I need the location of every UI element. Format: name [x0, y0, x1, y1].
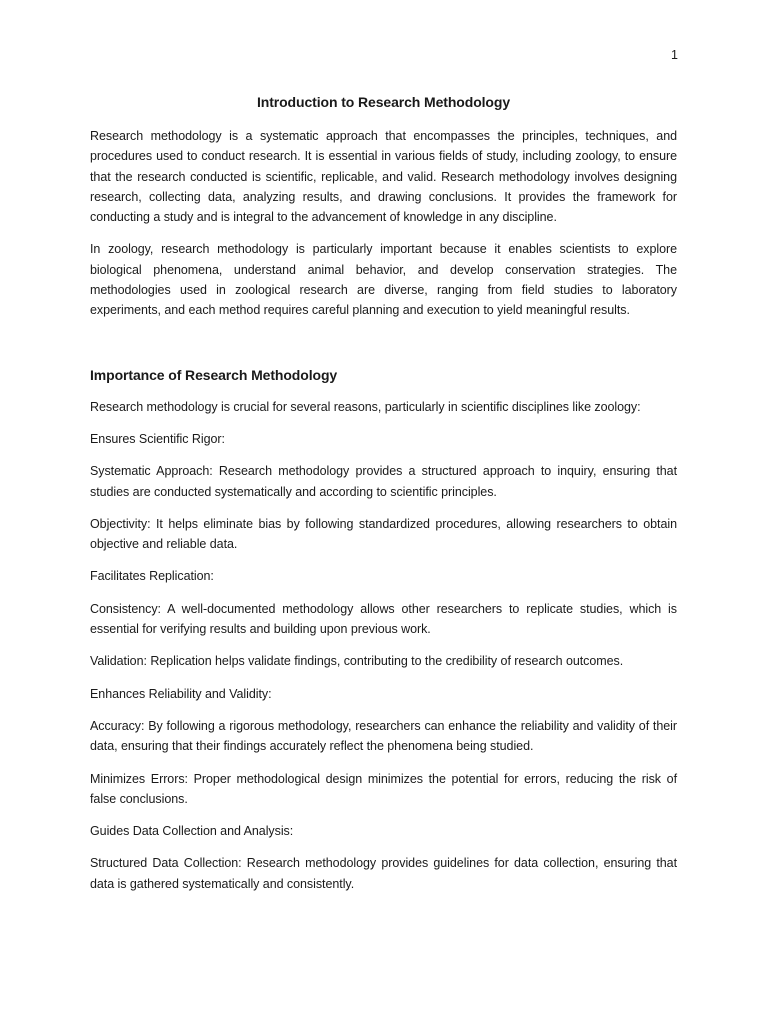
- point-structured-data-collection: Structured Data Collection: Research methodology provides guidelines for data collection, ensuring that data is gathered systematically and consistently.: [90, 856, 677, 891]
- document-body: [90, 92, 677, 906]
- intro-paragraph: In zoology, research methodology is particularly important because it enables scientists to explore biological phenomena, understand animal behavior, and develop conservation strategies. The methodologies used in zoological research are diverse, ranging from field studies to laboratory experiments, and each method requires careful planning and execution to yield meaningful results.: [90, 242, 677, 318]
- subheading-reliability-validity: Enhances Reliability and Validity:: [90, 686, 272, 701]
- document-title: Introduction to Research Methodology: [256, 94, 511, 110]
- section-intro: Research methodology is crucial for several reasons, particularly in scientific disciplines like zoology:: [90, 399, 641, 414]
- point-accuracy: Accuracy: By following a rigorous methodology, researchers can enhance the reliability and validity of their data, ensuring that their findings accurately reflect the phenomena being studied.: [90, 718, 677, 754]
- subheading-replication: Facilitates Replication:: [90, 569, 214, 584]
- subheading-scientific-rigor: Ensures Scientific Rigor:: [90, 431, 225, 446]
- point-systematic-approach: Systematic Approach: Research methodology provides a structured approach to inquiry, ensuring that studies are conducted systematically and according to scientific principles.: [90, 464, 677, 499]
- section-heading: Importance of Research Methodology: [90, 366, 338, 383]
- point-consistency: Consistency: A well-documented methodology allows other researchers to replicate studies, which is essential for verifying results and building upon previous work.: [90, 601, 677, 637]
- intro-paragraph: Research methodology is a systematic approach that encompasses the principles, techniques, and procedures used to conduct research. It is essential in various fields of study, including zoology, to ensure that the research conducted is scientific, replicable, and valid. Research methodology involves designing research, collecting data, analyzing results, and drawing conclusions. It provides the framework for conducting a study and is integral to the advancement of knowledge in any discipline.: [90, 129, 677, 225]
- point-validation: Validation: Replication helps validate findings, contributing to the credibility of research outcomes.: [90, 654, 624, 669]
- subheading-data-collection: Guides Data Collection and Analysis:: [90, 824, 294, 839]
- page-number: 1: [671, 48, 678, 62]
- point-objectivity: Objectivity: It helps eliminate bias by following standardized procedures, allowing researchers to obtain objective and reliable data.: [90, 516, 677, 552]
- point-minimizes-errors: Minimizes Errors: Proper methodological design minimizes the potential for errors, reducing the risk of false conclusions.: [90, 771, 677, 806]
